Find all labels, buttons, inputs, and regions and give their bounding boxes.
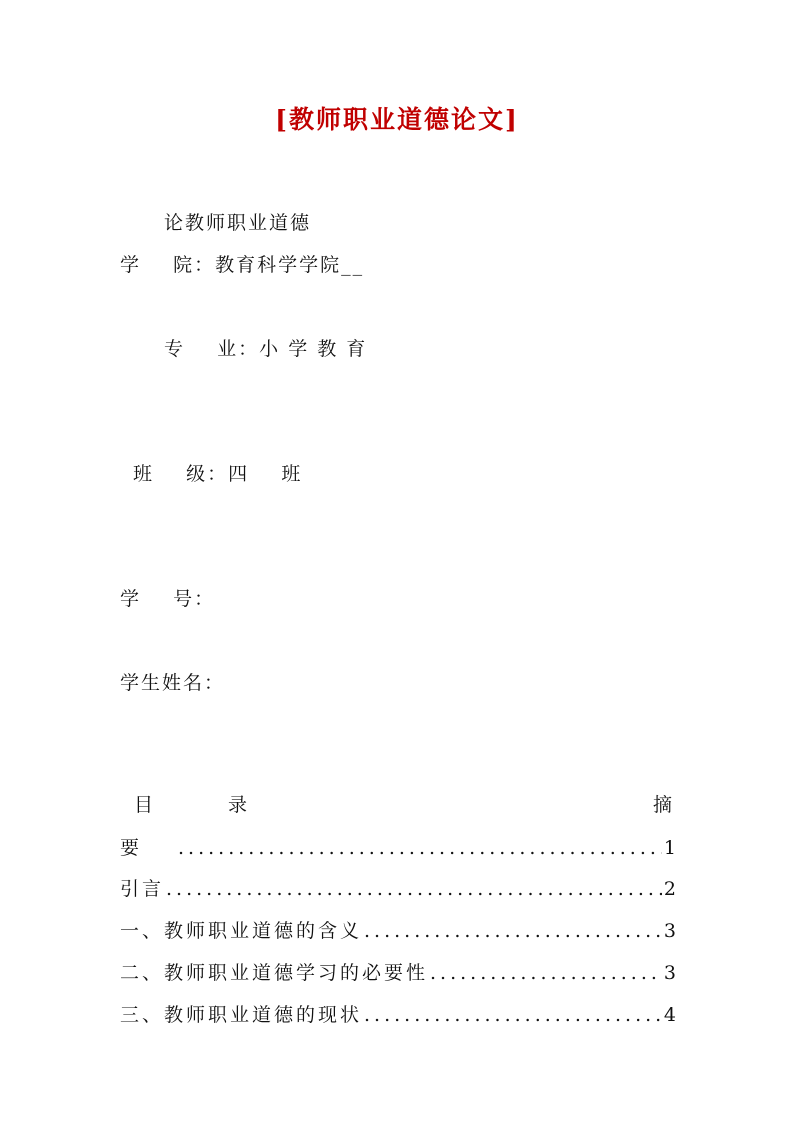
toc-entry-page: 3 bbox=[663, 962, 676, 984]
toc-leader-dots bbox=[166, 878, 662, 900]
toc-entry[interactable] bbox=[120, 916, 676, 943]
toc-leader-dots bbox=[178, 837, 662, 859]
toc-heading-mid: 录 bbox=[228, 794, 248, 816]
toc-heading-left: 目 bbox=[134, 794, 154, 816]
toc-leader-dots bbox=[364, 920, 662, 942]
toc-entry-label: 三、教师职业道德的现状 bbox=[120, 1004, 363, 1026]
toc-entry-page: 3 bbox=[663, 920, 676, 942]
toc-leader-dots bbox=[430, 962, 662, 984]
toc-entry-label: 一、教师职业道德的含义 bbox=[120, 920, 363, 942]
toc-entry[interactable] bbox=[120, 1000, 676, 1027]
class-line: 班 级：四 班 bbox=[133, 463, 303, 485]
toc-entry-label: 要 bbox=[120, 837, 143, 859]
college-line: 学 院：教育科学学院__ bbox=[120, 254, 365, 276]
toc-heading-right: 摘 bbox=[652, 794, 672, 816]
toc-entry-page: 1 bbox=[663, 837, 676, 859]
toc-leader-dots bbox=[364, 1004, 662, 1026]
student-name-line: 学生姓名： bbox=[120, 672, 226, 694]
toc-entry-label: 二、教师职业道德学习的必要性 bbox=[120, 962, 429, 984]
student-id-line: 学 号： bbox=[120, 588, 216, 610]
toc-entry-page: 4 bbox=[663, 1004, 676, 1026]
toc-entry-page: 2 bbox=[663, 878, 676, 900]
toc-entry[interactable] bbox=[120, 874, 676, 901]
document-title: [教师职业道德论文] bbox=[275, 105, 519, 134]
major-line: 专 业：小 学 教 育 bbox=[164, 338, 368, 360]
thesis-subtitle: 论教师职业道德 bbox=[164, 212, 312, 234]
toc-entry[interactable] bbox=[120, 833, 676, 860]
toc-entry-label: 引言 bbox=[120, 878, 165, 900]
toc-entry[interactable] bbox=[120, 958, 676, 985]
